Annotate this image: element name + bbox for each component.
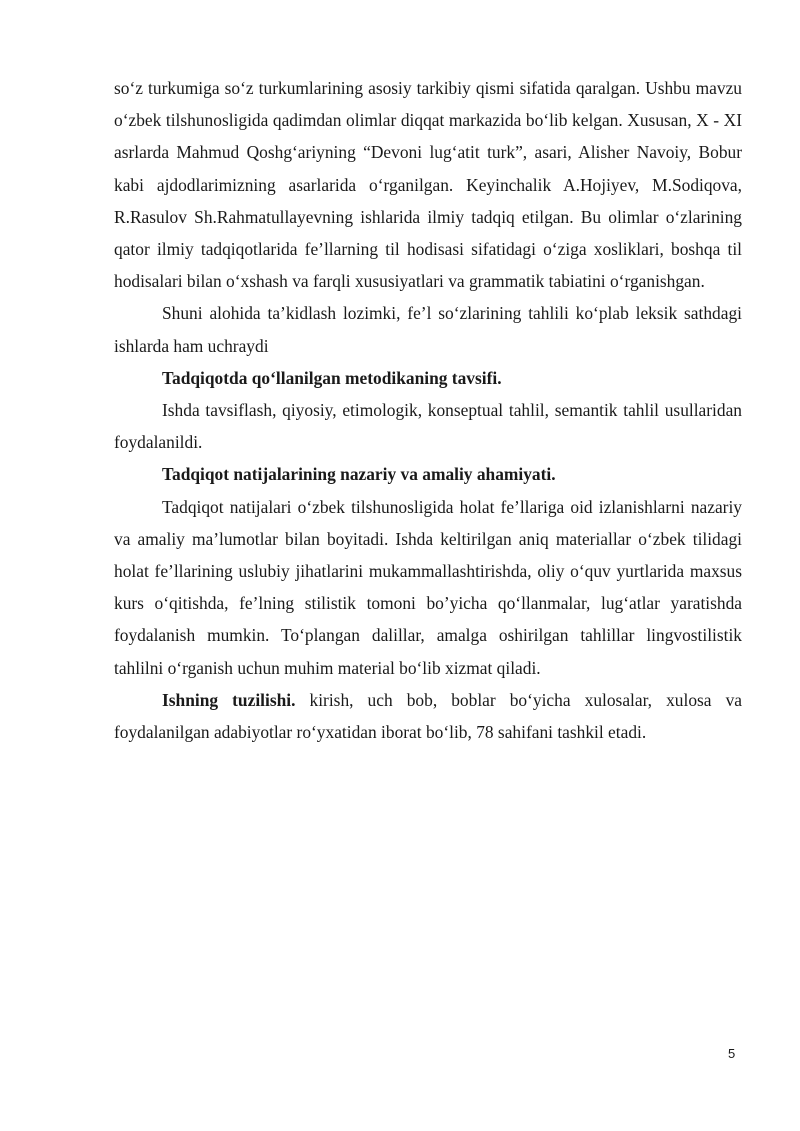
paragraph-emphasis: Shuni alohida ta’kidlash lozimki, fe’l so‘zlarining tahlili ko‘plab leksik sathdagi ishlarda ham uchraydi	[114, 303, 742, 356]
structure-text: kirish, uch bob, boblar bo‘yicha xulosalar, xulosa va foydalanilgan adabiyotlar ro‘yxatidan iborat bo‘lib, 78 sahifani tashkil etadi.	[114, 689, 742, 743]
paragraph-intro-continued: so‘z turkumiga so‘z turkumlarining asosiy tarkibiy qismi sifatida qaralgan. Ushbu mavzu o‘zbek tilshunosligida qadimdan olimlar diqqat markazida bo‘lib kelgan. Xususan, X - XI asrlarda Mahmud Qoshg‘ariyning “Devoni lug‘atit turk”, asari, Alisher Navoiy, Bobur kabi ajdodlarimizning asarlarida o‘rganilgan. Keyinchalik A.Hojiyev, M.Sodiqova, R.Rasulov Sh.Rahmatullayevning ishlarida ilmiy tadqiq etilgan. Bu olimlar o‘zlarining qator ilmiy tadqiqotlarida fe’llarning til hodisasi sifatidagi o‘ziga xosliklari, boshqa til hodisalari bilan o‘xshash va farqli xususiyatlari va grammatik tabiatini o‘rganishgan.	[114, 78, 742, 292]
page-body	[114, 72, 742, 748]
page-number: 5	[728, 1046, 736, 1061]
heading-significance: Tadqiqot natijalarining nazariy va amaliy ahamiyati.	[162, 464, 556, 485]
paragraph-methodology: Ishda tavsiflash, qiyosiy, etimologik, konseptual tahlil, semantik tahlil usullaridan foydalanildi.	[114, 400, 742, 453]
structure-lead: Ishning tuzilishi.	[162, 689, 296, 710]
paragraph-significance: Tadqiqot natijalari o‘zbek tilshunosligida holat fe’llariga oid izlanishlarni nazariy va amaliy ma’lumotlar bilan boyitadi. Ishda keltirilgan aniq materiallar o‘zbek tilidagi holat fe’llarining uslubiy jihatlarini mukammallashtirishda, oliy o‘quv yurtlarida maxsus kurs o‘qitishda, fe’lning stilistik tomoni bo’yicha qo‘llanmalar, lug‘atlar yaratishda foydalanish mumkin. To‘plangan dalillar, amalga oshirilgan tahlillar lingvostilistik tahlilni o‘rganish uchun muhim material bo‘lib xizmat qiladi.	[114, 496, 742, 678]
paragraph-structure	[114, 684, 742, 748]
heading-methodology: Tadqiqotda qo‘llanilgan metodikaning tavsifi.	[162, 367, 502, 388]
